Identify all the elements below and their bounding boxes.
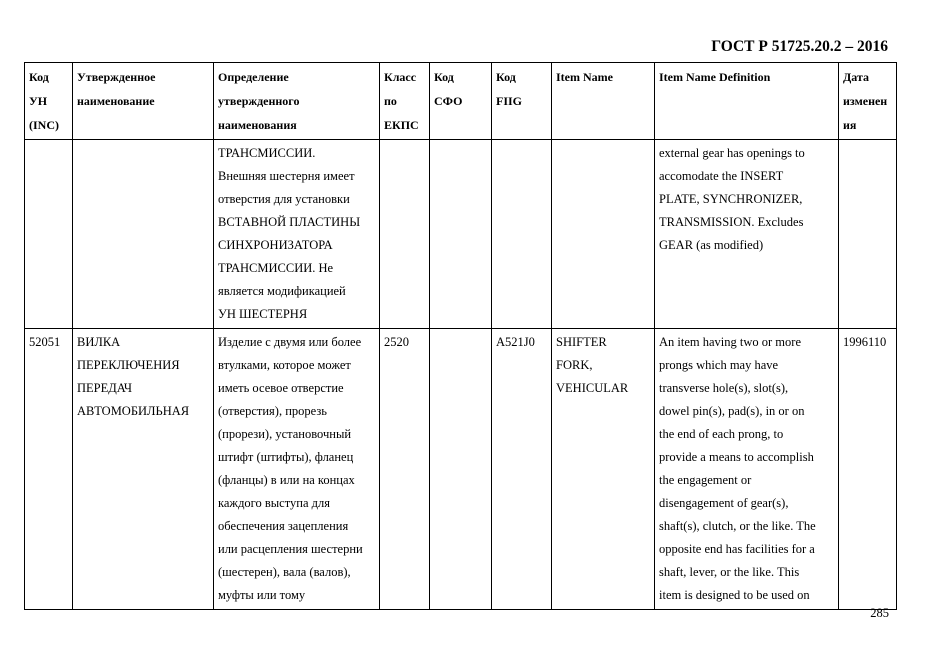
cell-inc: 52051 — [25, 329, 73, 610]
cell-change-date: 1996110 — [839, 329, 897, 610]
cell-definition-ru: ТРАНСМИССИИ. Внешняя шестерня имеет отверстия для установки ВСТАВНОЙ ПЛАСТИНЫ СИНХРОНИЗАТОРА ТРАНСМИССИИ. Не является модификацией УН ШЕСТЕРНЯ — [214, 140, 380, 329]
cell-sfo — [430, 140, 492, 329]
cell-fiig — [492, 140, 552, 329]
cell-item-name — [552, 140, 655, 329]
cell-definition-en: external gear has openings to accomodate the INSERT PLATE, SYNCHRONIZER, TRANSMISSION. Excludes GEAR (as modified) — [655, 140, 839, 329]
header-definition-ru: Определение утвержденного наименования — [214, 63, 380, 140]
document-code: ГОСТ Р 51725.20.2 – 2016 — [711, 38, 888, 55]
table-row-continuation — [25, 140, 897, 329]
table-header-row — [25, 63, 897, 140]
cell-fiig: A521J0 — [492, 329, 552, 610]
table-row-52051 — [25, 329, 897, 610]
cell-definition-en: An item having two or more prongs which may have transverse hole(s), slot(s), dowel pin(s), pad(s), in or on the end of each prong, to provide a means to accomplish the engagement or disengagement of gear(s), shaft(s), clutch, or the like. The opposite end has facilities for a shaft, lever, or the like. This item is designed to be used on — [655, 329, 839, 610]
header-inc: Код УН (INC) — [25, 63, 73, 140]
cell-item-name: SHIFTER FORK, VEHICULAR — [552, 329, 655, 610]
cell-approved-name — [73, 140, 214, 329]
cell-approved-name: ВИЛКА ПЕРЕКЛЮЧЕНИЯ ПЕРЕДАЧ АВТОМОБИЛЬНАЯ — [73, 329, 214, 610]
cell-definition-ru: Изделие с двумя или более втулками, которое может иметь осевое отверстие (отверстия), прорезь (прорези), установочный штифт (штифты), фланец (фланцы) в или на концах каждого выступа для обеспечения зацепления или расцепления шестерни (шестерен), вала (валов), муфты или тому — [214, 329, 380, 610]
header-item-name-definition: Item Name Definition — [655, 63, 839, 140]
header-fiig: Код FIIG — [492, 63, 552, 140]
cell-change-date — [839, 140, 897, 329]
cell-class — [380, 140, 430, 329]
page-number: 285 — [870, 606, 889, 620]
header-item-name: Item Name — [552, 63, 655, 140]
header-change-date: Дата изменен ия — [839, 63, 897, 140]
nomenclature-table — [24, 62, 897, 610]
cell-class: 2520 — [380, 329, 430, 610]
header-sfo: Код СФО — [430, 63, 492, 140]
header-approved-name: Утвержденное наименование — [73, 63, 214, 140]
cell-inc — [25, 140, 73, 329]
cell-sfo — [430, 329, 492, 610]
header-class: Класс по ЕКПС — [380, 63, 430, 140]
